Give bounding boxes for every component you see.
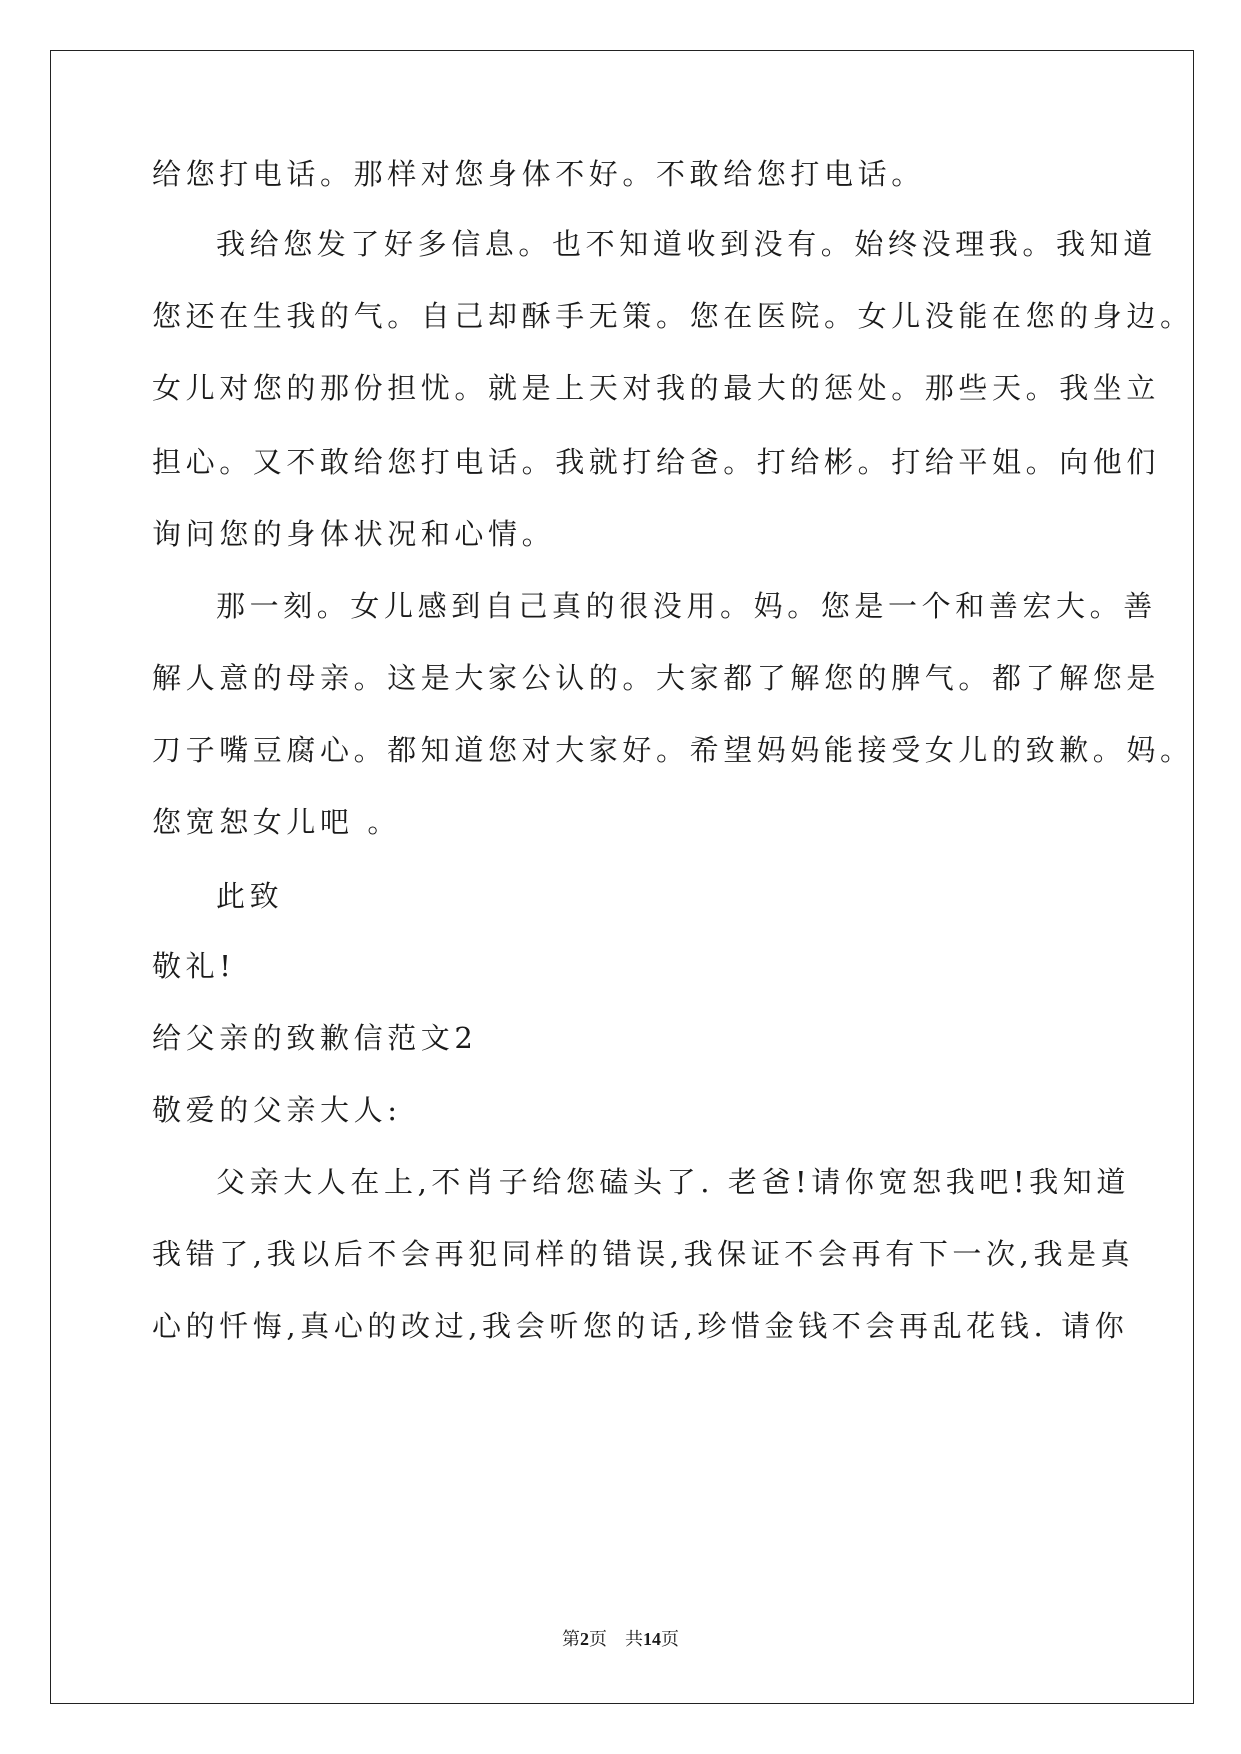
- total-suffix: 页: [661, 1629, 679, 1649]
- closing-salutation: 此致: [216, 879, 284, 913]
- closing-regards: 敬礼!: [152, 949, 236, 983]
- text-line: 询问您的身体状况和心情。: [152, 517, 556, 551]
- text-line: 那一刻。女儿感到自己真的很没用。妈。您是一个和善宏大。善: [216, 589, 1157, 623]
- total-prefix: 共: [625, 1629, 643, 1649]
- text-line: 我给您发了好多信息。也不知道收到没有。始终没理我。我知道: [216, 227, 1157, 261]
- text-line: 我错了,我以后不会再犯同样的错误,我保证不会再有下一次,我是真: [152, 1237, 1135, 1271]
- text-line: 您还在生我的气。自己却酥手无策。您在医院。女儿没能在您的身边。: [152, 299, 1194, 333]
- section-title: 给父亲的致歉信范文2: [152, 1021, 478, 1055]
- text-line: 给您打电话。那样对您身体不好。不敢给您打电话。: [152, 157, 925, 191]
- total-pages: 14: [643, 1629, 661, 1649]
- text-line: 刀子嘴豆腐心。都知道您对大家好。希望妈妈能接受女儿的致歉。妈。: [152, 733, 1194, 767]
- text-line: 父亲大人在上,不肖子给您磕头了. 老爸!请你宽恕我吧!我知道: [216, 1165, 1130, 1199]
- letter-greeting: 敬爱的父亲大人:: [152, 1093, 402, 1127]
- text-line: 担心。又不敢给您打电话。我就打给爸。打给彬。打给平姐。向他们: [152, 445, 1161, 479]
- page-prefix: 第: [562, 1629, 580, 1649]
- text-line: 女儿对您的那份担忧。就是上天对我的最大的惩处。那些天。我坐立: [152, 371, 1161, 405]
- text-line: 您宽恕女儿吧 。: [152, 805, 402, 839]
- text-line: 解人意的母亲。这是大家公认的。大家都了解您的脾气。都了解您是: [152, 661, 1161, 695]
- text-line: 心的忏悔,真心的改过,我会听您的话,珍惜金钱不会再乱花钱. 请你: [152, 1309, 1129, 1343]
- page-footer: [0, 1625, 1241, 1651]
- page-suffix: 页: [589, 1629, 607, 1649]
- page-number: 2: [580, 1629, 589, 1649]
